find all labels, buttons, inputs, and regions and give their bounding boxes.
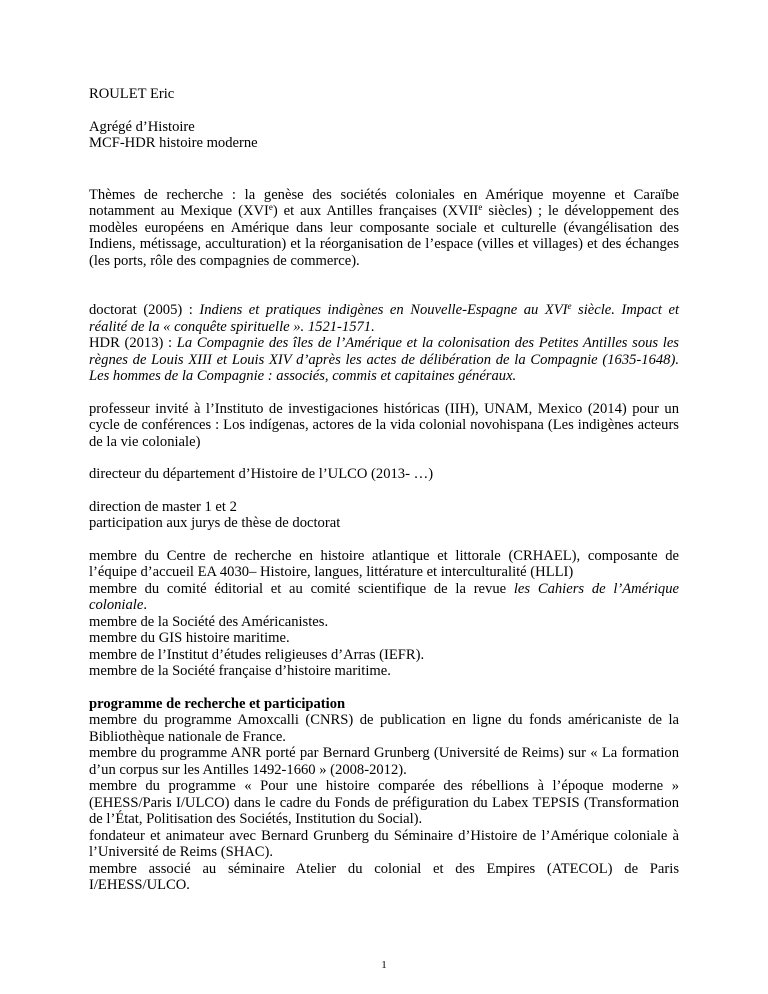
document-page (89, 86, 679, 894)
hdr-entry: HDR (2013) : La Compagnie des îles de l’Amérique et la colonisation des Petites Antilles sous les règnes de Louis XIII et Louis XIV d’après les actes de délibération de la Compagnie (1635-1648). Les hommes de la Compagnie : associés, commis et capitaines généraux. (89, 335, 679, 384)
membership-iefr: membre de l’Institut d’études religieuses d’Arras (IEFR). (89, 646, 425, 663)
membership-americanistes: membre de la Société des Américanistes. (89, 613, 329, 630)
programme-rebellions: membre du programme « Pour une histoire comparée des rébellions à l’époque moderne » (EHESS/Paris I/ULCO) dans le cadre du Fonds de préfiguration du Labex TEPSIS (Transformation de l’État, Politisation des Sociétés, Institution du Social). (89, 778, 679, 827)
thesis-juries: participation aux jurys de thèse de doctorat (89, 515, 341, 531)
author-title: Agrégé d’Histoire (89, 118, 195, 135)
page-number: 1 (381, 959, 387, 971)
programme-atecol: membre associé au séminaire Atelier du colonial et des Empires (ATECOL) de Paris I/EHESS/ULCO. (89, 860, 679, 893)
doctorate-entry: doctorat (2005) : Indiens et pratiques indigènes en Nouvelle-Espagne au XVIe siècle. Impact et réalité de la « conquête spirituelle ». 1521-1571. (89, 301, 679, 335)
author-position: MCF-HDR histoire moderne (89, 135, 258, 151)
programmes-heading: programme de recherche et participation (89, 695, 346, 712)
visiting-professor: professeur invité à l’Instituto de investigaciones históricas (IIH), UNAM, Mexico (2014) pour un cycle de conférences : Los indígenas, actores de la vida colonial novohispana (Les indigènes acteurs de la vie coloniale) (89, 400, 679, 450)
programme-shac: fondateur et animateur avec Bernard Grunberg du Séminaire d’Histoire de l’Amérique coloniale à l’Université de Reims (SHAC). (89, 827, 679, 860)
research-themes: Thèmes de recherche : la genèse des sociétés coloniales en Amérique moyenne et Caraïbe notamment au Mexique (XVIe) et aux Antilles françaises (XVIIe siècles) ; le développement des modèles européens en Amérique dans leur composante sociale et culturelle (évangélisation des Indiens, métissage, acculturation) et la réorganisation de l’espace (villes et villages) et des échanges (les ports, rôle des compagnies de commerce). (89, 186, 679, 269)
membership-crhael: membre du Centre de recherche en histoire atlantique et littorale (CRHAEL), composante de l’équipe d’accueil EA 4030– Histoire, langues, littérature et interculturalité (HLLI) (89, 547, 679, 580)
programme-anr: membre du programme ANR porté par Bernard Grunberg (Université de Reims) sur « La formation d’un corpus sur les Antilles 1492-1660 » (2008-2012). (89, 745, 679, 778)
membership-gis: membre du GIS histoire maritime. (89, 630, 290, 646)
author-name: ROULET Eric (89, 86, 175, 102)
department-director: directeur du département d’Histoire de l’ULCO (2013- …) (89, 466, 434, 482)
membership-editorial: membre du comité éditorial et au comité scientifique de la revue les Cahiers de l’Amérique coloniale. (89, 580, 679, 613)
programme-amoxcalli: membre du programme Amoxcalli (CNRS) de publication en ligne du fonds américaniste de la Bibliothèque nationale de France. (89, 712, 679, 745)
master-direction: direction de master 1 et 2 (89, 498, 237, 515)
membership-sfhm: membre de la Société française d’histoire maritime. (89, 663, 391, 679)
